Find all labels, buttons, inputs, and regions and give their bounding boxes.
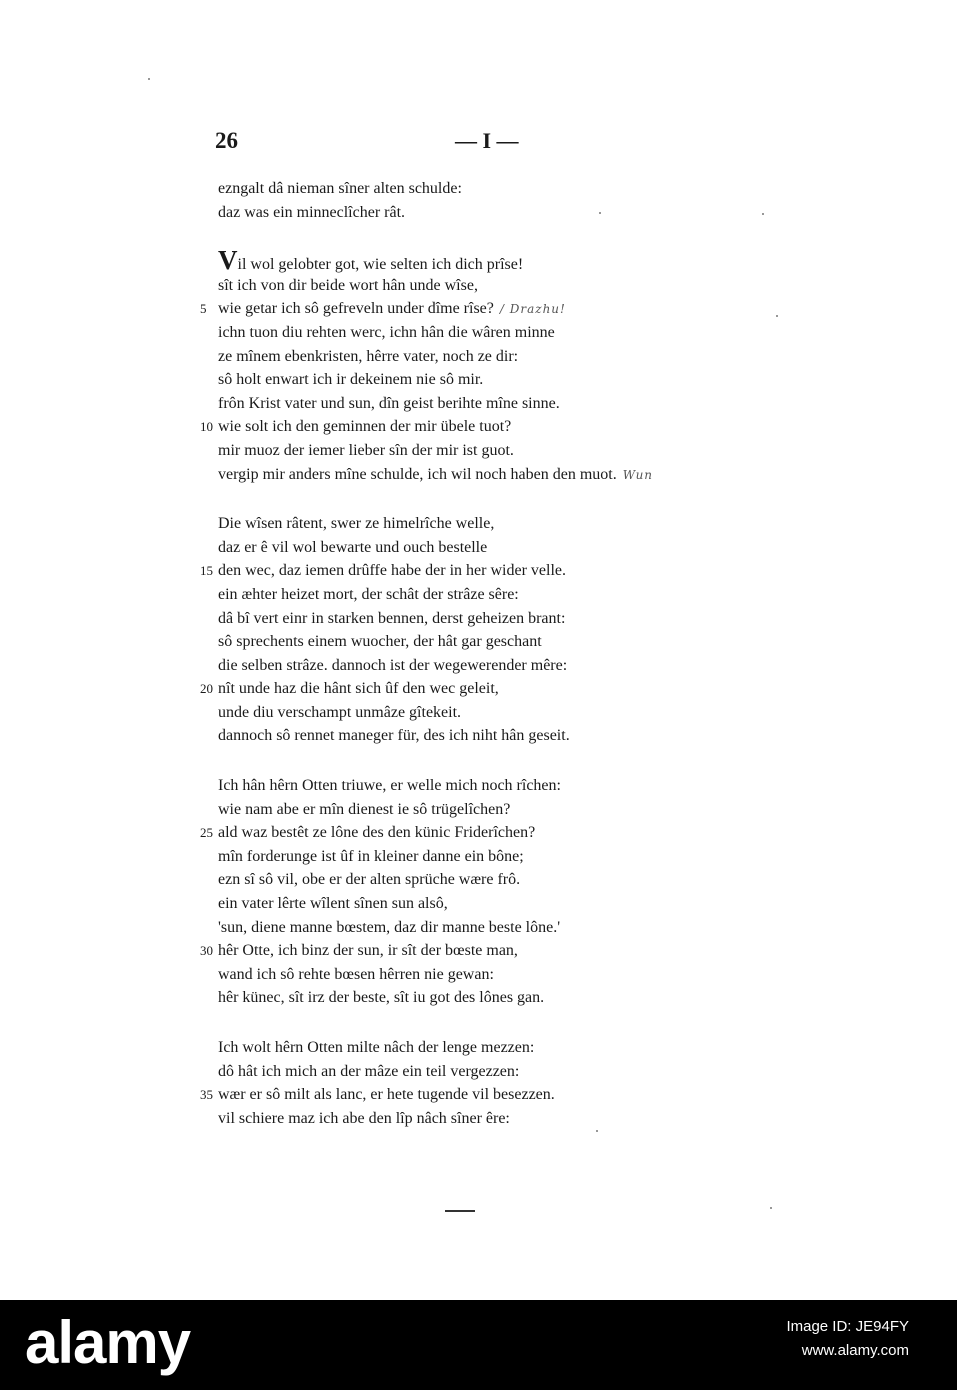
chapter-marker: — I — (455, 128, 519, 153)
verse-text: Ich wolt hêrn Otten milte nâch der lenge mezzen: (218, 1039, 535, 1056)
verse-text: dâ bî vert einr in starken bennen, derst geheizen brant: (218, 609, 566, 627)
verse-line (200, 512, 840, 536)
verse-line (200, 1083, 840, 1107)
verse-text: frôn Krist vater und sun, dîn geist berihte mîne sinne. (218, 394, 560, 412)
verse-line (200, 536, 840, 560)
verse-text: ichn tuon diu rehten werc, ichn hân die wâren minne (218, 323, 555, 341)
verse-line (200, 1036, 840, 1060)
verse-line (200, 845, 840, 869)
verse-line (200, 321, 840, 345)
image-id: Image ID: JE94FY (786, 1318, 909, 1335)
verse-line (200, 677, 840, 701)
verse-text: vil schiere maz ich abe den lîp nâch sîner êre: (218, 1109, 510, 1127)
handwritten-annotation: / Drazhu! (499, 302, 566, 317)
stanza (200, 245, 840, 486)
stock-url: www.alamy.com (801, 1342, 909, 1359)
verse-text: Ich hân hêrn Otten triuwe, er welle mich noch rîchen: (218, 777, 561, 795)
verse-line (200, 583, 840, 607)
verse-text: nît unde haz die hânt sich ûf den wec geleit, (218, 680, 499, 698)
verse-line (200, 392, 840, 416)
verse-text: die selben strâze. dannoch ist der wegewerender mêre: (218, 656, 568, 674)
verse-line (200, 868, 840, 892)
verse-line (200, 177, 840, 201)
verse-text: wand ich sô rehte bœsen hêrren nie gewan: (218, 965, 494, 983)
speck (762, 213, 764, 215)
verse-line (200, 892, 840, 916)
bottom-rule (445, 1210, 475, 1212)
verse-text: ezn sî sô vil, obe er der alten sprüche wære frô. (218, 871, 521, 889)
verse-text: mir muoz der iemer lieber sîn der mir ist guot. (218, 441, 514, 459)
verse-line (200, 774, 840, 798)
line-number: 20 (200, 681, 213, 697)
verse-text: ezngalt dâ nieman sîner alten schulde: (218, 180, 462, 197)
verse-text: vergip mir anders mîne schulde, ich wil noch haben den muot. (218, 465, 617, 483)
line-number: 30 (200, 943, 213, 959)
line-number: 15 (200, 563, 213, 579)
verse-text: wie solt ich den geminnen der mir übele tuot? (218, 418, 512, 436)
verse-text: ein æhter heizet mort, der schât der strâze sêre: (218, 585, 519, 603)
verse-text: sô sprechents einem wuocher, der hât gar geschant (218, 633, 542, 651)
verse-line (200, 274, 840, 298)
verse-line (200, 368, 840, 392)
verse-text: sô holt enwart ich ir dekeinem nie sô mir. (218, 371, 484, 389)
verse-text: sît ich von dir beide wort hân unde wîse, (218, 276, 478, 294)
verse-line (200, 701, 840, 725)
stanza (200, 774, 840, 1010)
verse-text: daz er ê vil wol bewarte und ouch bestelle (218, 538, 488, 556)
drop-initial: V (218, 245, 238, 276)
line-number: 25 (200, 825, 213, 841)
speck (599, 212, 601, 214)
verse-text: ein vater lêrte wîlent sînen sun alsô, (218, 895, 448, 913)
verse-line (200, 630, 840, 654)
stanza (200, 177, 840, 224)
verse-text: hêr Otte, ich binz der sun, ir sît der bœste man, (218, 942, 518, 960)
verse-text: ald waz bestêt ze lône des den künic Friderîchen? (218, 824, 536, 842)
verse-text: wie nam abe er mîn dienest ie sô trügelîchen? (218, 800, 511, 818)
verse-line (200, 654, 840, 678)
page-number: 26 (215, 128, 238, 153)
stanza (200, 1036, 840, 1130)
speck (148, 78, 150, 80)
verse-line (200, 963, 840, 987)
alamy-logo: alamy (25, 1309, 191, 1376)
verse-text: dô hât ich mich an der mâze ein teil vergezzen: (218, 1062, 520, 1080)
speck (770, 1207, 772, 1209)
line-number: 10 (200, 419, 213, 435)
verse-line (200, 463, 840, 487)
verse-text: Die wîsen râtent, swer ze himelrîche welle, (218, 515, 495, 533)
verse-text: 'sun, diene manne bœstem, daz dir manne beste lône.' (218, 918, 561, 936)
verse-text: wie getar ich sô gefreveln under dîme rîse? (218, 300, 494, 318)
verse-line (200, 415, 840, 439)
verse-text: mîn forderunge ist ûf in kleiner danne ein bône; (218, 847, 524, 865)
verse-line (200, 1107, 840, 1131)
verse-text: ze mînem ebenkristen, hêrre vater, noch ze dir: (218, 347, 519, 365)
speck (776, 315, 778, 317)
verse-text: hêr künec, sît irz der beste, sît iu got des lônes gan. (218, 989, 545, 1007)
line-number: 35 (200, 1087, 213, 1103)
verse-line (200, 607, 840, 631)
poem-text (200, 177, 840, 1156)
handwritten-annotation: Wun (622, 467, 654, 482)
page-header (215, 128, 545, 158)
verse-line (200, 245, 840, 276)
verse-line (200, 201, 840, 225)
verse-line (200, 939, 840, 963)
verse-line (200, 724, 840, 748)
speck (596, 1130, 598, 1132)
verse-line (200, 821, 840, 845)
verse-text: unde diu verschampt unmâze gîtekeit. (218, 703, 462, 721)
verse-text: dannoch sô rennet maneger für, des ich niht hân geseit. (218, 727, 570, 745)
verse-line (200, 345, 840, 369)
verse-line (200, 1060, 840, 1084)
verse-line (200, 439, 840, 463)
verse-line (200, 986, 840, 1010)
verse-text: il wol gelobter got, wie selten ich dich prîse! (237, 256, 524, 274)
verse-text: wær er sô milt als lanc, er hete tugende vil besezzen. (218, 1086, 555, 1104)
line-number: 5 (200, 301, 207, 317)
verse-line (200, 559, 840, 583)
verse-line (200, 916, 840, 940)
verse-line (200, 297, 840, 321)
watermark-footer (0, 1300, 957, 1390)
verse-line (200, 798, 840, 822)
verse-text: daz was ein minneclîcher rât. (218, 203, 406, 221)
stanza (200, 512, 840, 748)
verse-text: den wec, daz iemen drûffe habe der in her wider velle. (218, 562, 566, 580)
